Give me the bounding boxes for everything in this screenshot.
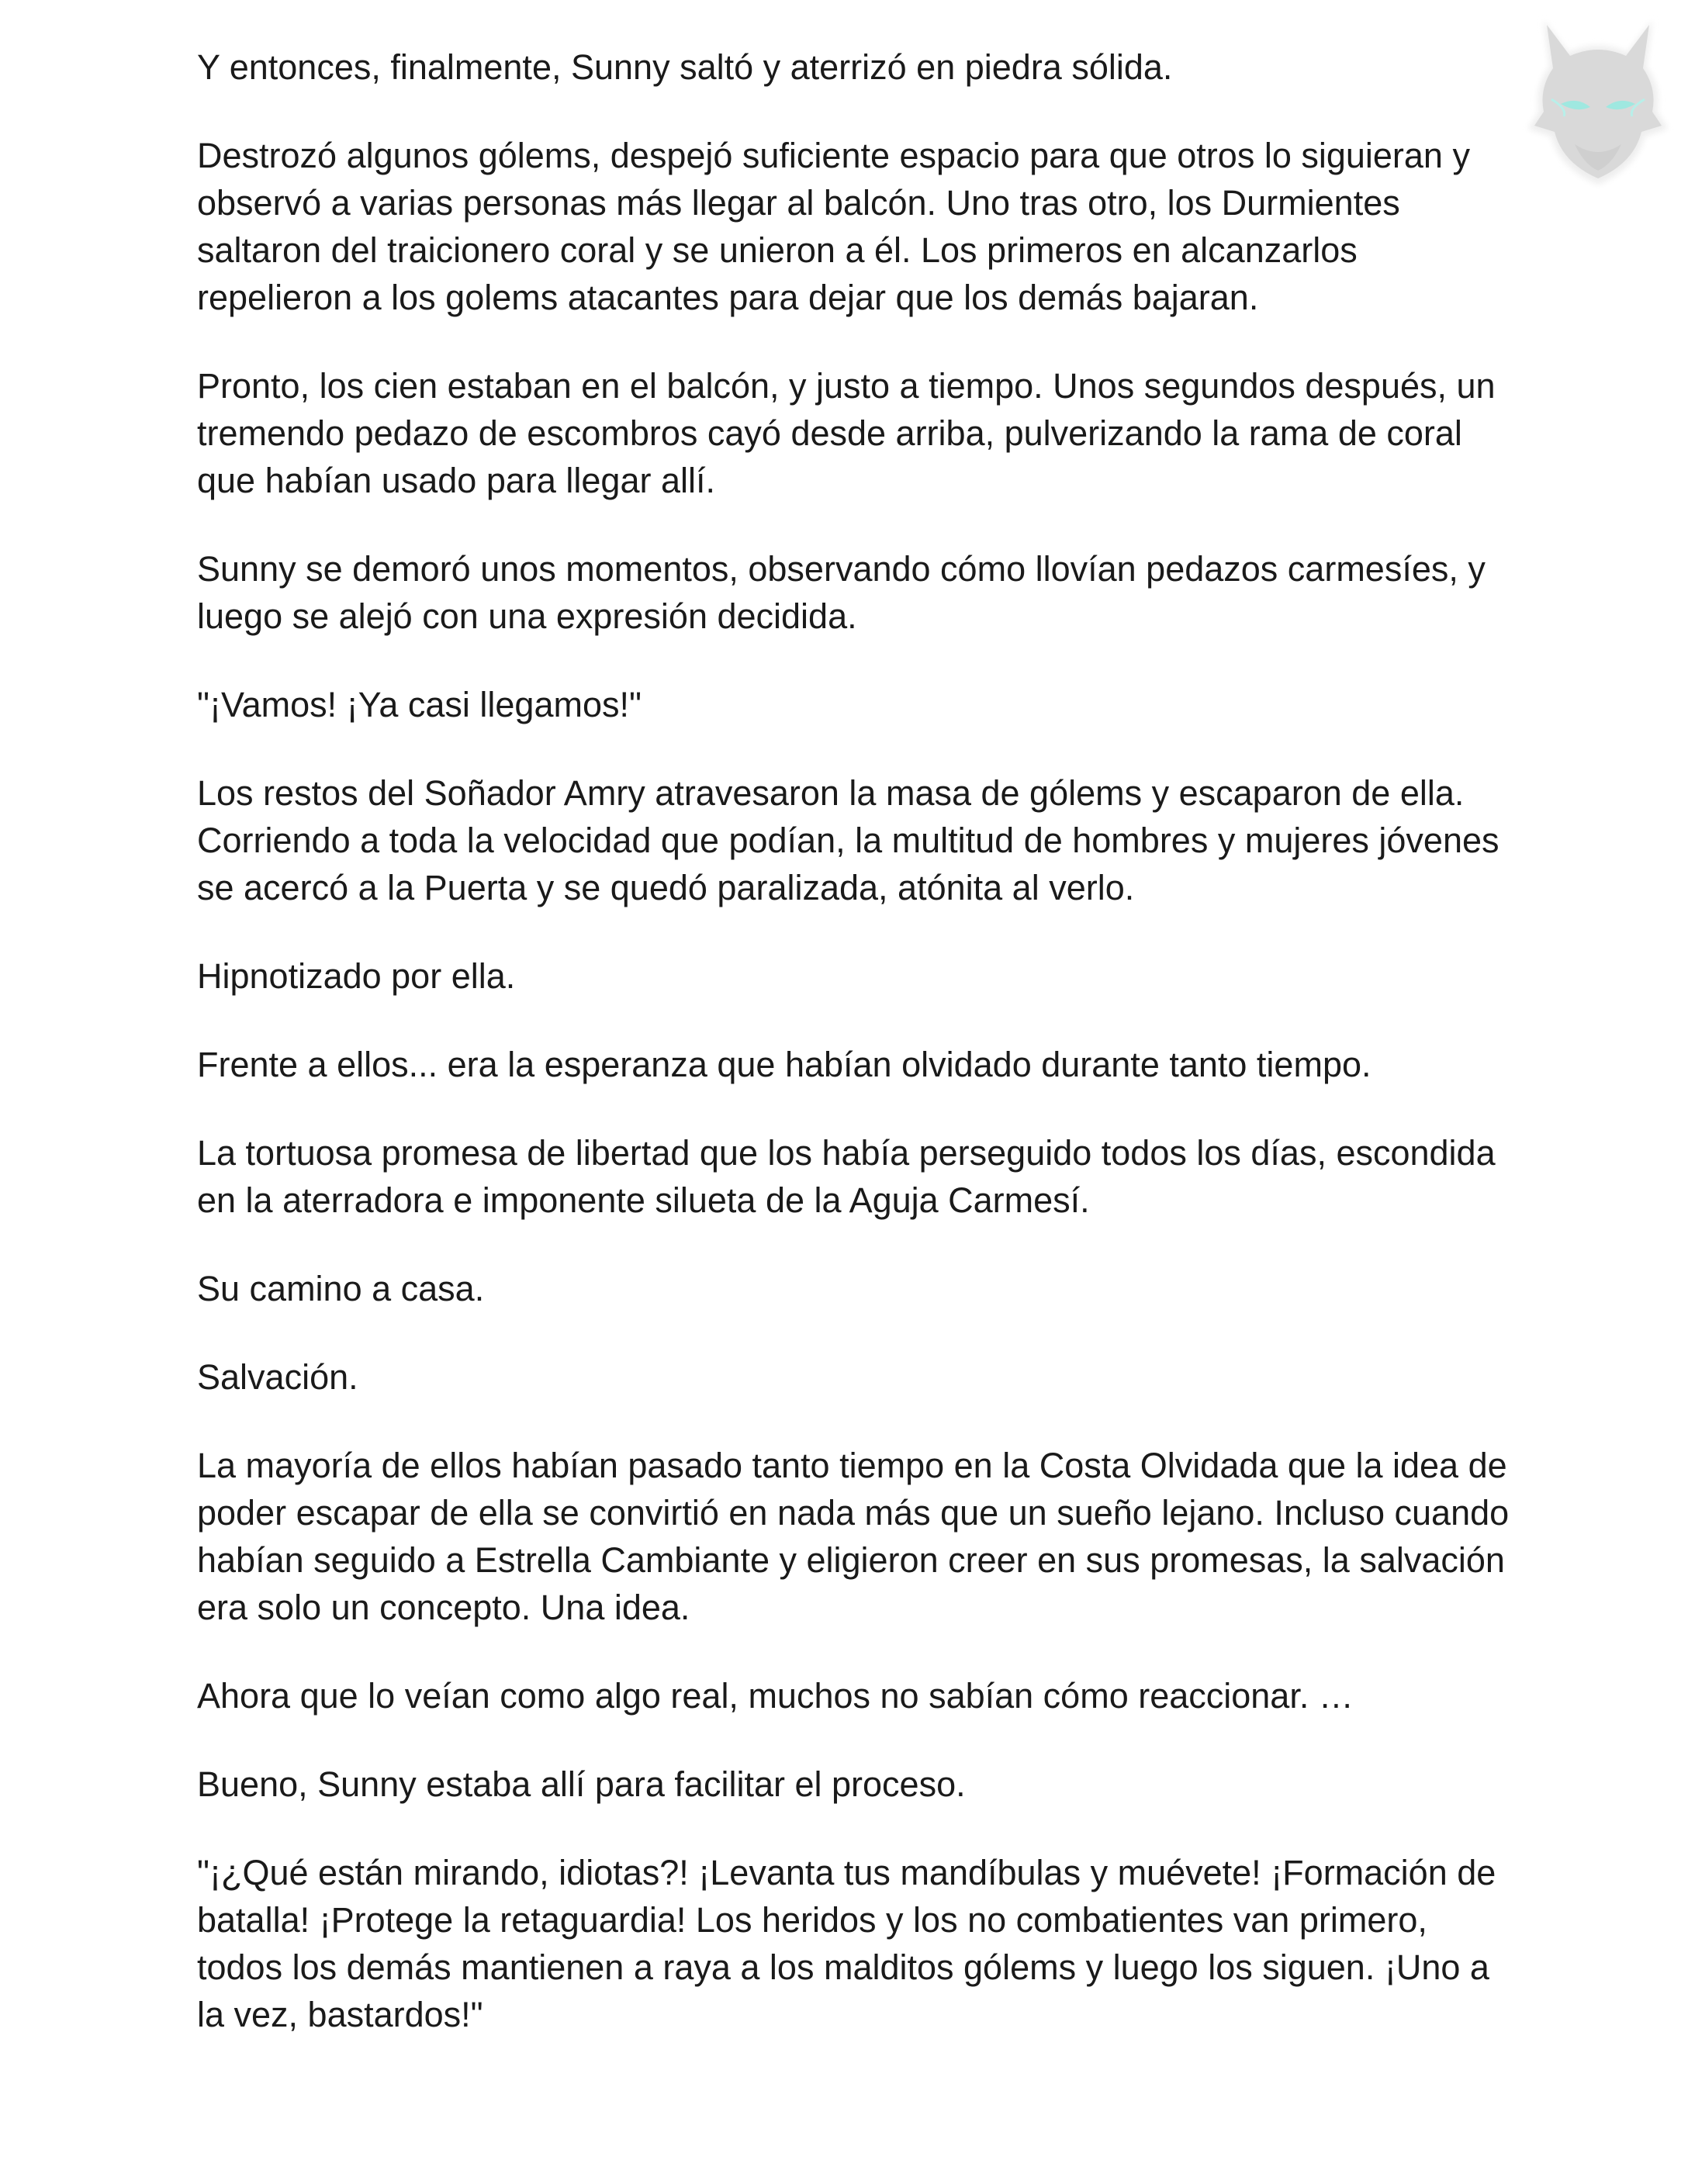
paragraph: Su camino a casa. <box>197 1269 485 1308</box>
paragraph: "¡Vamos! ¡Ya casi llegamos!" <box>197 685 642 724</box>
paragraph: Destrozó algunos gólems, despejó suficiente espacio para que otros lo siguieran y observó a varias personas más llegar al balcón. Uno tras otro, los Durmientes saltaron del traicionero coral y se unieron a él. Los primeros en alcanzarlos repelieron a los golems atacantes para dejar que los demás bajaran. <box>197 136 1470 317</box>
paragraph: Y entonces, finalmente, Sunny saltó y aterrizó en piedra sólida. <box>197 47 1173 87</box>
paragraph: Salvación. <box>197 1357 358 1397</box>
paragraph: Hipnotizado por ella. <box>197 956 516 996</box>
paragraph: Pronto, los cien estaban en el balcón, y justo a tiempo. Unos segundos después, un tremendo pedazo de escombros cayó desde arriba, pulverizando la rama de coral que habían usado para llegar allí. <box>197 366 1496 500</box>
paragraph: Sunny se demoró unos momentos, observando cómo llovían pedazos carmesíes, y luego se alejó con una expresión decidida. <box>197 549 1486 636</box>
paragraph: "¡¿Qué están mirando, idiotas?! ¡Levanta tus mandíbulas y muévete! ¡Formación de batalla! ¡Protege la retaguardia! Los heridos y los no combatientes van primero, todos los demás mantienen a raya a los malditos gólems y luego los siguen. ¡Uno a la vez, bastardos!" <box>197 1853 1496 2034</box>
body-text <box>197 43 1516 2079</box>
paragraph: Ahora que lo veían como algo real, muchos no sabían cómo reaccionar. … <box>197 1676 1354 1716</box>
paragraph: Frente a ellos... era la esperanza que habían olvidado durante tanto tiempo. <box>197 1045 1372 1084</box>
demon-head-icon <box>1520 12 1676 191</box>
paragraph: La mayoría de ellos habían pasado tanto tiempo en la Costa Olvidada que la idea de poder escapar de ella se convirtió en nada más que un sueño lejano. Incluso cuando habían seguido a Estrella Cambiante y eligieron creer en sus promesas, la salvación era solo un concepto. Una idea. <box>197 1446 1510 1627</box>
paragraph: La tortuosa promesa de libertad que los había perseguido todos los días, escondida en la aterradora e imponente silueta de la Aguja Carmesí. <box>197 1133 1496 1220</box>
paragraph: Bueno, Sunny estaba allí para facilitar el proceso. <box>197 1764 966 1804</box>
paragraph: Los restos del Soñador Amry atravesaron la masa de gólems y escaparon de ella. Corriendo a toda la velocidad que podían, la multitud de hombres y mujeres jóvenes se acercó a la Puerta y se quedó paralizada, atónita al verlo. <box>197 773 1499 907</box>
